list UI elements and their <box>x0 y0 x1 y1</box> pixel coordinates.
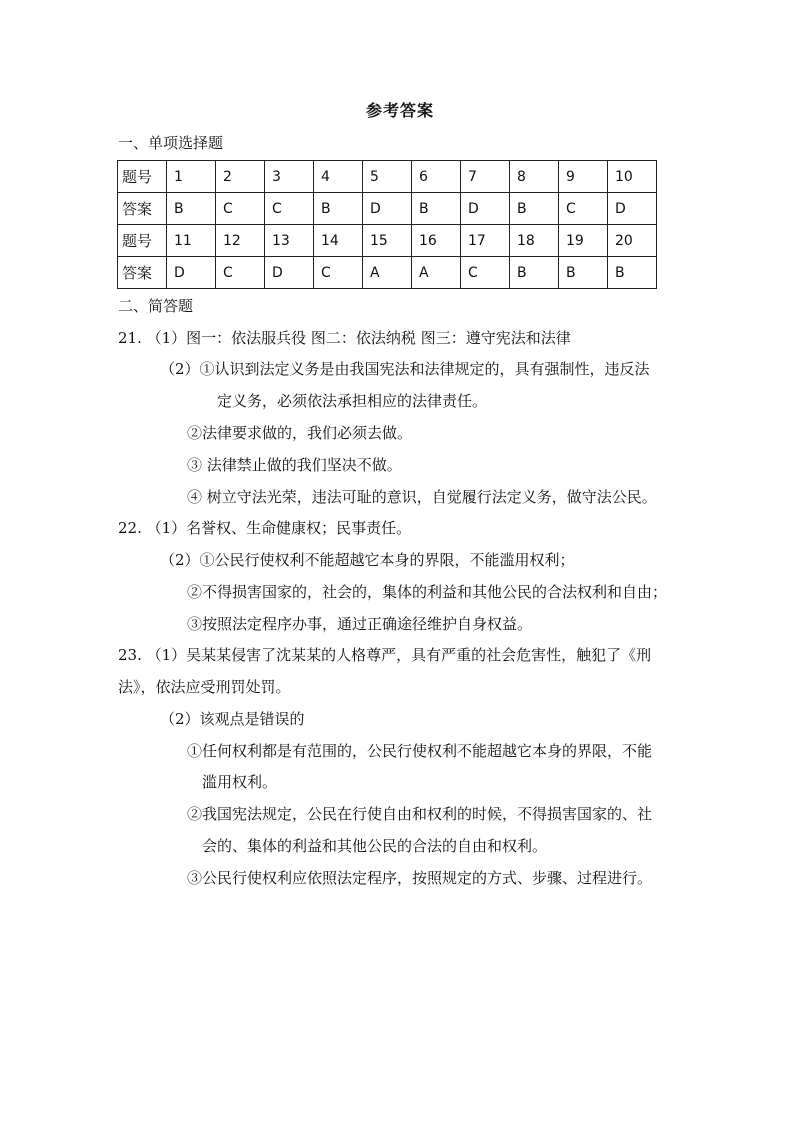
q23-part2: （2）该观点是错误的 <box>160 710 305 728</box>
q23-part1: 23. （1）吴某某侵害了沈某某的人格尊严，具有严重的社会危害性，触犯了《刑 <box>118 646 652 664</box>
section-heading-multiple-choice: 一、单项选择题 <box>118 134 224 152</box>
table-cell: 14 <box>314 225 363 257</box>
page-title: 参考答案 <box>365 101 434 120</box>
table-cell: 19 <box>559 225 608 257</box>
table-cell: 1 <box>167 161 216 193</box>
table-cell: B <box>510 257 559 289</box>
table-cell: 15 <box>363 225 412 257</box>
q22-part2-point1: （2）①公民行使权利不能超越它本身的界限，不能滥用权利； <box>160 551 575 569</box>
table-cell: B <box>510 193 559 225</box>
table-cell: 10 <box>608 161 657 193</box>
q21-part2-point4: ④ 树立守法光荣，违法可耻的意识，自觉履行法定义务，做守法公民。 <box>187 488 657 506</box>
table-cell: 16 <box>412 225 461 257</box>
table-row-label: 题号 <box>118 161 167 193</box>
table-cell: 7 <box>461 161 510 193</box>
table-cell: B <box>608 257 657 289</box>
table-cell: 5 <box>363 161 412 193</box>
table-cell: 8 <box>510 161 559 193</box>
table-cell: C <box>314 257 363 289</box>
table-cell: 20 <box>608 225 657 257</box>
table-cell: C <box>216 257 265 289</box>
q22-part2-point3: ③按照法定程序办事，通过正确途径维护自身权益。 <box>187 615 533 633</box>
table-cell: 11 <box>167 225 216 257</box>
table-cell: 6 <box>412 161 461 193</box>
table-cell: B <box>167 193 216 225</box>
table-row-label: 答案 <box>118 257 167 289</box>
table-cell: A <box>363 257 412 289</box>
q23-part2-point3: ③公民行使权利应依照法定程序，按照规定的方式、步骤、过程进行。 <box>187 869 653 887</box>
table-cell: C <box>461 257 510 289</box>
q22-part2-point2: ②不得损害国家的，社会的，集体的利益和其他公民的合法权利和自由； <box>187 583 668 601</box>
q21-part1: 21. （1）图一：依法服兵役 图二：依法纳税 图三：遵守宪法和法律 <box>118 329 571 347</box>
table-cell: D <box>363 193 412 225</box>
q23-part2-point1-cont: 滥用权利。 <box>202 773 278 791</box>
table-cell: D <box>265 257 314 289</box>
table-cell: C <box>216 193 265 225</box>
q21-part2-point2: ②法律要求做的，我们必须去做。 <box>187 424 413 442</box>
q23-part2-point2-cont: 会的、集体的利益和其他公民的合法的自由和权利。 <box>202 837 548 855</box>
table-row <box>118 225 657 257</box>
table-cell: D <box>461 193 510 225</box>
table-cell: B <box>412 193 461 225</box>
section-heading-short-answer: 二、简答题 <box>118 297 194 315</box>
table-cell: D <box>608 193 657 225</box>
q21-part2-point1: （2）①认识到法定义务是由我国宪法和法律规定的，具有强制性，违反法 <box>160 360 650 378</box>
q23-part1-cont: 法》，依法应受刑罚处罚。 <box>118 678 291 696</box>
q22-part1: 22. （1）名誉权、生命健康权；民事责任。 <box>118 519 412 537</box>
table-cell: 17 <box>461 225 510 257</box>
table-cell: 12 <box>216 225 265 257</box>
table-cell: 13 <box>265 225 314 257</box>
table-row-label: 题号 <box>118 225 167 257</box>
table-row <box>118 193 657 225</box>
q23-part2-point2: ②我国宪法规定，公民在行使自由和权利的时候，不得损害国家的、社 <box>187 805 653 823</box>
table-cell: A <box>412 257 461 289</box>
table-cell: 2 <box>216 161 265 193</box>
table-cell: C <box>559 193 608 225</box>
table-row <box>118 161 657 193</box>
table-row <box>118 257 657 289</box>
table-cell: B <box>314 193 363 225</box>
q21-part2-point1-cont: 定义务，必须依法承担相应的法律责任。 <box>217 392 488 410</box>
table-cell: 4 <box>314 161 363 193</box>
q23-part2-point1: ①任何权利都是有范围的，公民行使权利不能超越它本身的界限，不能 <box>187 742 653 760</box>
table-cell: 18 <box>510 225 559 257</box>
table-cell: 3 <box>265 161 314 193</box>
table-cell: B <box>559 257 608 289</box>
table-cell: 9 <box>559 161 608 193</box>
answer-table <box>117 160 657 289</box>
table-cell: D <box>167 257 216 289</box>
q21-part2-point3: ③ 法律禁止做的我们坚决不做。 <box>187 456 402 474</box>
table-row-label: 答案 <box>118 193 167 225</box>
table-cell: C <box>265 193 314 225</box>
